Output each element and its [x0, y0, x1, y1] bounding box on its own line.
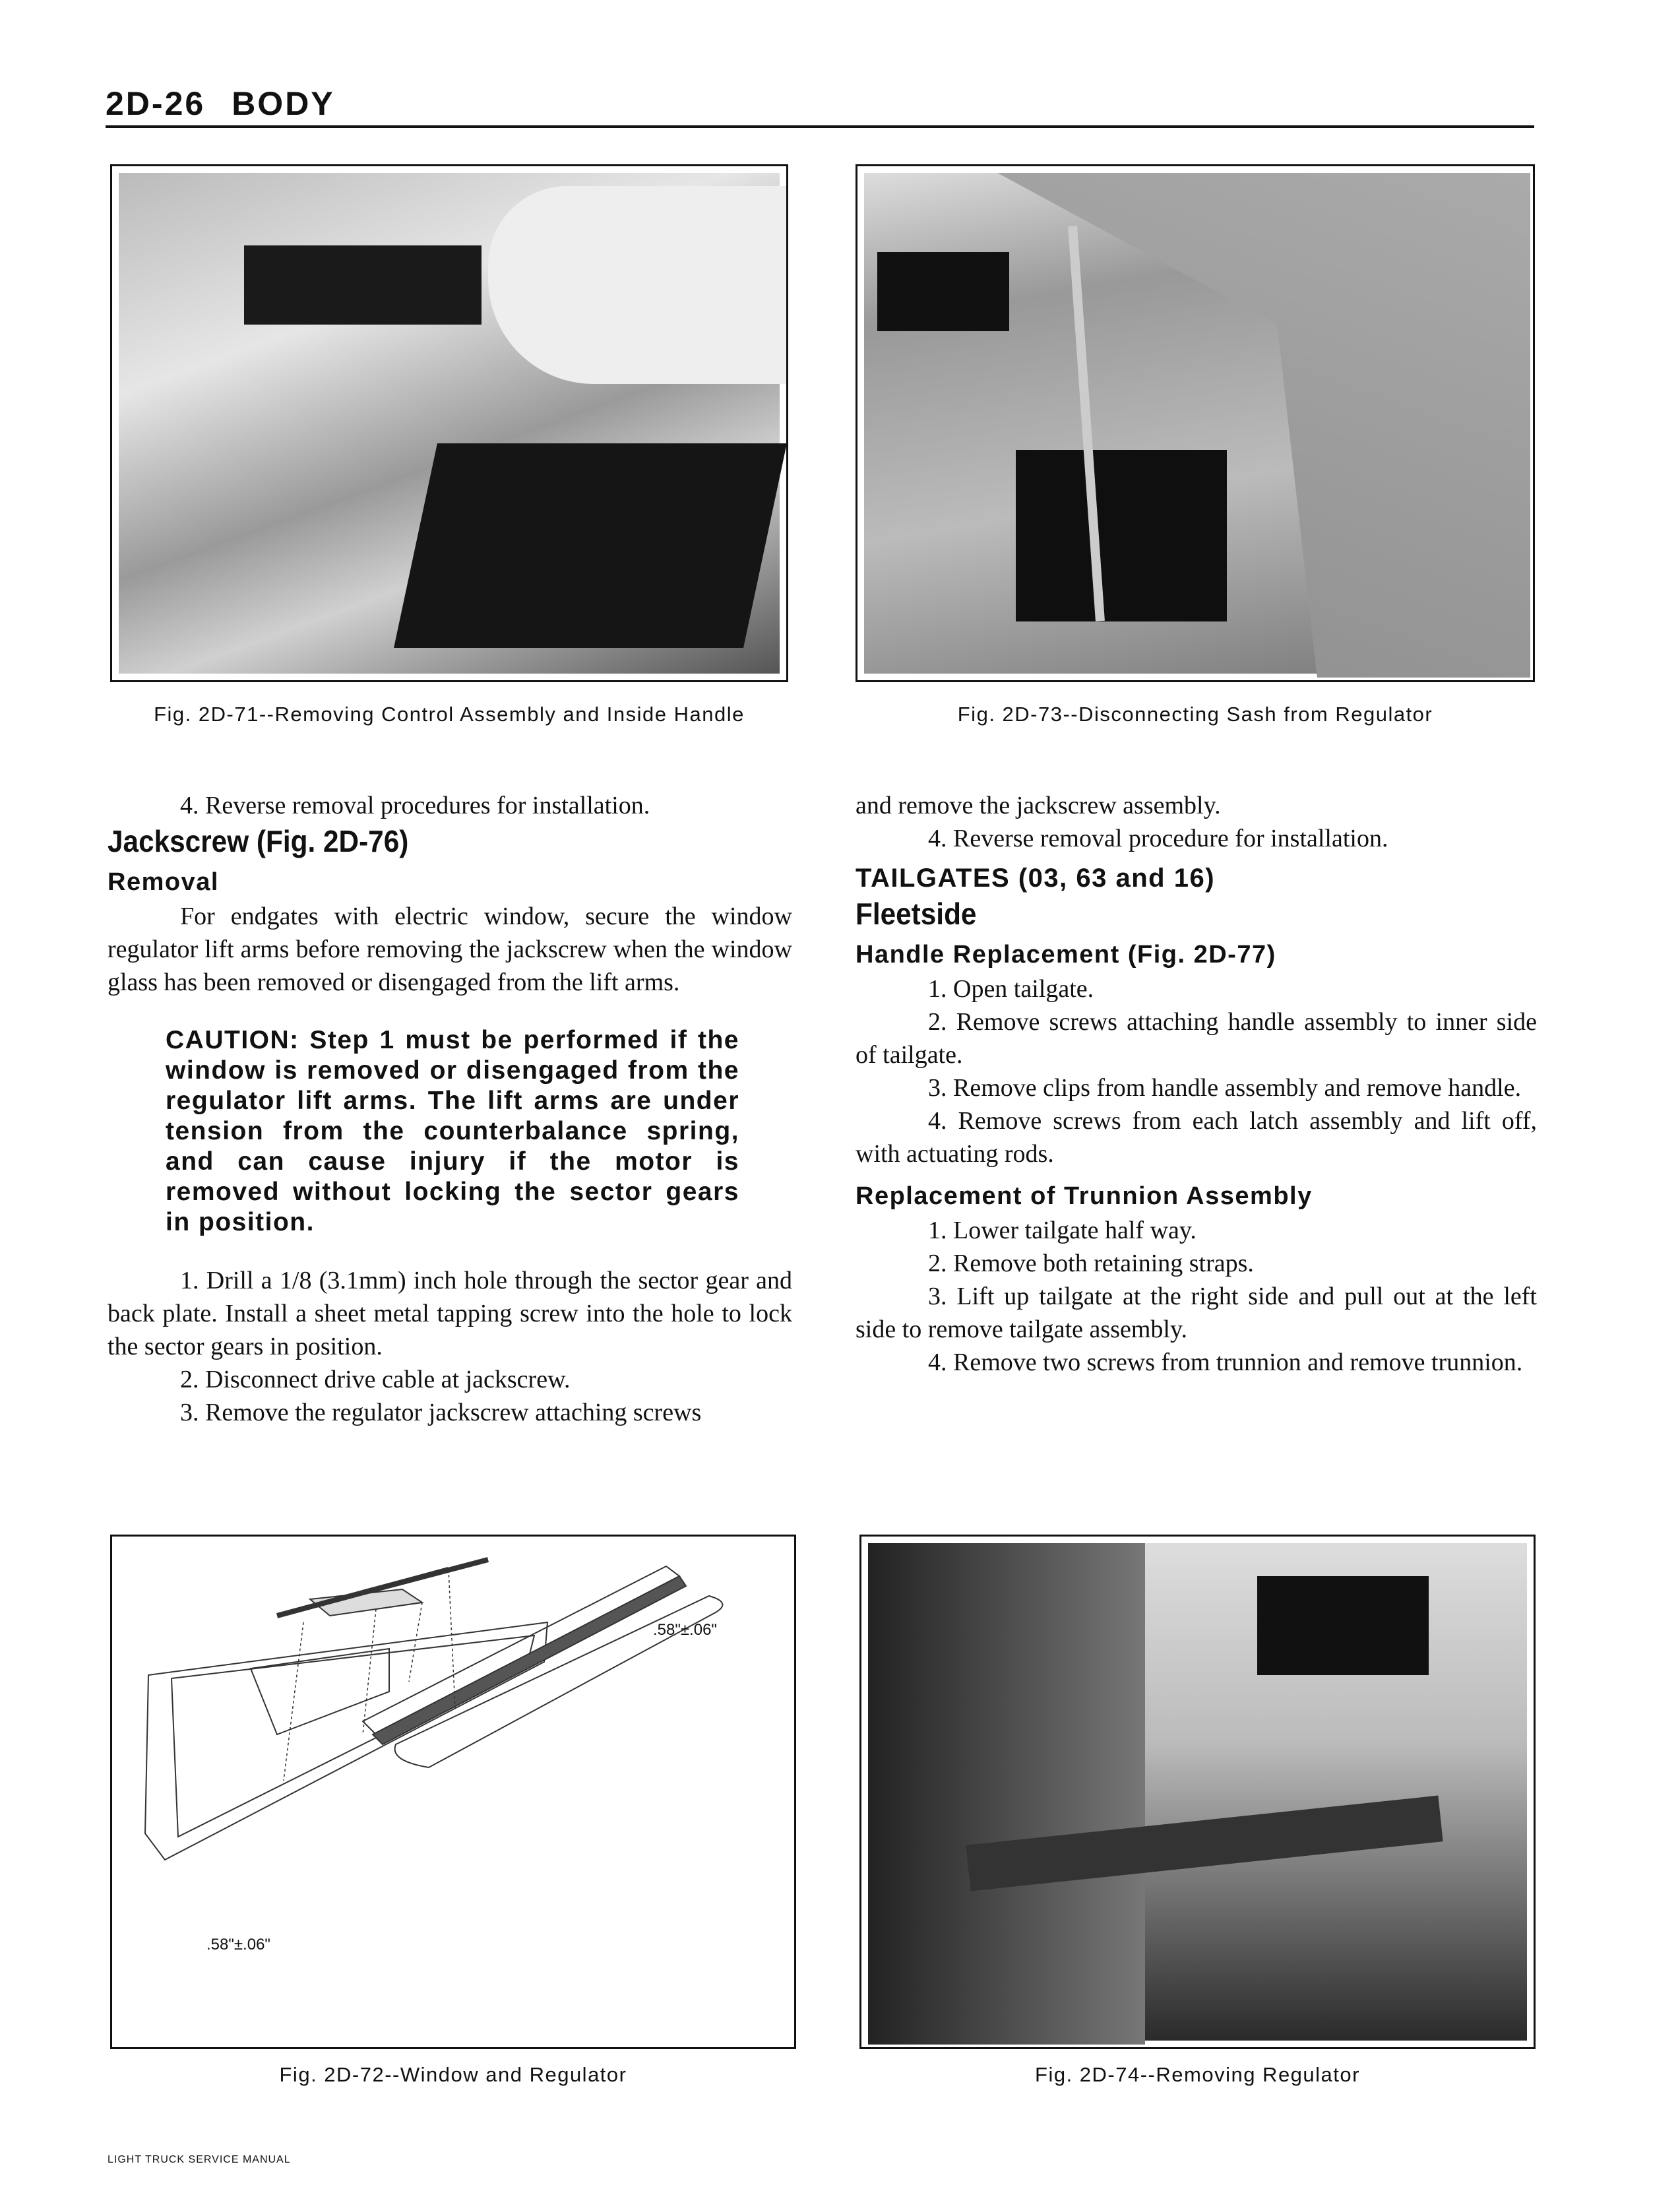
caution-notice: CAUTION: Step 1 must be performed if the window is removed or disengaged from the regulator lift arms. The lift arms are under tension from the counterbalance spring, and can cause injury if the motor is removed without locking the sector gears in position. [166, 1026, 739, 1236]
jackscrew-heading: Jackscrew (Fig. 2D-76) [108, 824, 409, 858]
trunnion-step-4: 4. Remove two screws from trunnion and remove trunnion. [928, 1349, 1523, 1376]
footer-text: LIGHT TRUCK SERVICE MANUAL [108, 2154, 291, 2165]
handle-step-1: 1. Open tailgate. [928, 975, 1094, 1003]
figure-2d-74-photo [859, 1535, 1536, 2049]
handle-step-2: 2. Remove screws attaching handle assembly to inner side of tailgate. [856, 1008, 1537, 1069]
header-rule [106, 125, 1534, 128]
section-title: BODY [232, 85, 335, 122]
dimension-label-upper: .58"±.06" [653, 1621, 717, 1639]
step-2: 2. Disconnect drive cable at jackscrew. [180, 1366, 571, 1393]
page-header [106, 84, 361, 123]
page-number: 2D-26 [106, 85, 206, 122]
intro-paragraph: For endgates with electric window, secure the window regulator lift arms before removing the jackscrew when the window glass has been removed or disengaged from the lift arms. [108, 903, 792, 996]
reverse-removal-step: 4. Reverse removal procedures for installation. [180, 792, 650, 819]
figure-2d-73-caption: Fig. 2D-73--Disconnecting Sash from Regulator [957, 703, 1433, 726]
tailgates-heading: TAILGATES (03, 63 and 16) [856, 864, 1216, 893]
figure-2d-71-caption: Fig. 2D-71--Removing Control Assembly and Inside Handle [154, 703, 745, 726]
step-3: 3. Remove the regulator jackscrew attaching screws [180, 1399, 702, 1426]
trunnion-step-2: 2. Remove both retaining straps. [928, 1250, 1254, 1277]
window-regulator-drawing [112, 1537, 794, 2047]
handle-step-3: 3. Remove clips from handle assembly and remove handle. [928, 1074, 1522, 1102]
figure-2d-74-caption: Fig. 2D-74--Removing Regulator [1035, 2063, 1360, 2086]
handle-step-4: 4. Remove screws from each latch assembly and lift off, with actuating rods. [856, 1107, 1537, 1168]
continuation-text: and remove the jackscrew assembly. [856, 792, 1221, 819]
figure-2d-71-photo [110, 164, 788, 682]
removal-heading: Removal [108, 868, 219, 896]
figure-2d-73-photo [856, 164, 1535, 682]
dimension-label-lower: .58"±.06" [206, 1936, 270, 1953]
trunnion-heading: Replacement of Trunnion Assembly [856, 1182, 1313, 1210]
figure-2d-72-diagram [110, 1535, 796, 2049]
step-4: 4. Reverse removal procedure for installation. [928, 825, 1388, 852]
trunnion-step-3: 3. Lift up tailgate at the right side and pull out at the left side to remove tailgate assembly. [856, 1283, 1537, 1343]
trunnion-step-1: 1. Lower tailgate half way. [928, 1217, 1197, 1244]
step-1: 1. Drill a 1/8 (3.1mm) inch hole through the sector gear and back plate. Install a sheet metal tapping screw into the hole to lock the sector gears in position. [108, 1267, 792, 1360]
handle-replacement-heading: Handle Replacement (Fig. 2D-77) [856, 941, 1276, 968]
left-column [108, 789, 792, 1429]
figure-2d-72-caption: Fig. 2D-72--Window and Regulator [279, 2063, 627, 2086]
fleetside-heading: Fleetside [856, 897, 977, 931]
right-column [856, 789, 1537, 1379]
